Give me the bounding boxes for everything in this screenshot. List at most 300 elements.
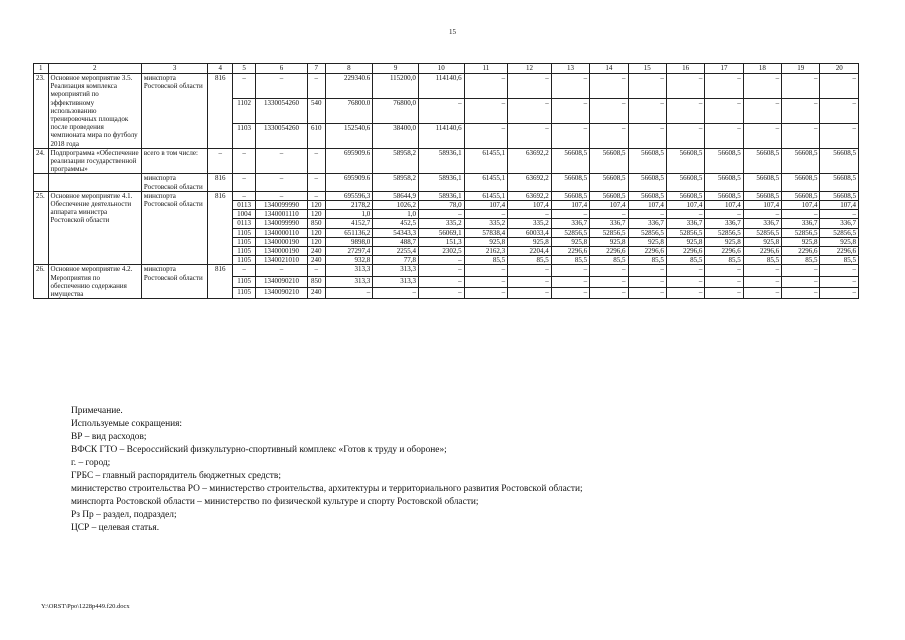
amount-value: –: [551, 210, 589, 219]
amount-value: 56608,5: [743, 191, 781, 200]
amount-value: 52856,5: [628, 228, 666, 237]
row-number: 26.: [34, 265, 49, 299]
amount-value: –: [464, 265, 508, 276]
amount-value: 925,8: [743, 237, 781, 246]
amount-value: 1,0: [325, 210, 373, 219]
grbs-code: 816: [208, 265, 233, 299]
amount-value: –: [590, 276, 628, 287]
amount-value: –: [820, 265, 859, 276]
amount-value: 925,8: [464, 237, 508, 246]
amount-value: –: [743, 98, 781, 123]
amount-value: –: [551, 288, 589, 299]
amount-value: –: [705, 288, 743, 299]
section-code: 0113: [233, 201, 256, 210]
amount-value: 115200,0: [373, 74, 419, 99]
expense-type-code: 120: [307, 228, 325, 237]
amount-value: 52856,5: [743, 228, 781, 237]
amount-value: 2296,6: [743, 247, 781, 256]
amount-value: 336,7: [551, 219, 589, 228]
table-row: [34, 265, 859, 276]
target-article-code: –: [256, 191, 308, 200]
section-code: 1105: [233, 228, 256, 237]
header-row: [34, 64, 859, 74]
amount-value: 335,2: [418, 219, 464, 228]
target-article-code: –: [256, 265, 308, 276]
amount-value: –: [705, 74, 743, 99]
amount-value: 2296,6: [551, 247, 589, 256]
note-line: Используемые сокращения:: [71, 419, 183, 429]
amount-value: 27297,4: [325, 247, 373, 256]
budget-table: [33, 63, 859, 299]
amount-value: 56608,5: [628, 191, 666, 200]
expense-type-code: 120: [307, 237, 325, 246]
section-code: 1105: [233, 256, 256, 265]
amount-value: 38400,0: [373, 123, 419, 148]
column-number-header: 12: [508, 64, 552, 74]
amount-value: 107,4: [508, 201, 552, 210]
amount-value: 63692,2: [508, 174, 552, 191]
amount-value: 56608,5: [628, 148, 666, 174]
amount-value: –: [551, 123, 589, 148]
amount-value: –: [666, 265, 704, 276]
amount-value: 925,8: [820, 237, 859, 246]
column-number-header: 18: [743, 64, 781, 74]
amount-value: 56608,5: [666, 191, 704, 200]
amount-value: 56608,5: [590, 191, 628, 200]
amount-value: 925,8: [705, 237, 743, 246]
amount-value: –: [590, 265, 628, 276]
note-line: минспорта Ростовской области – министерство по физической культуре и спорту Ростовской области;: [71, 497, 479, 507]
expense-type-code: –: [307, 174, 325, 191]
amount-value: 63692,2: [508, 191, 552, 200]
amount-value: 2255,4: [373, 247, 419, 256]
grbs-code: 816: [208, 191, 233, 265]
amount-value: 77,8: [373, 256, 419, 265]
amount-value: 2296,6: [590, 247, 628, 256]
amount-value: –: [782, 210, 820, 219]
amount-value: –: [508, 74, 552, 99]
amount-value: 925,8: [590, 237, 628, 246]
amount-value: –: [705, 265, 743, 276]
column-number-header: 11: [464, 64, 508, 74]
column-number-header: 13: [551, 64, 589, 74]
amount-value: –: [820, 123, 859, 148]
expense-type-code: 850: [307, 219, 325, 228]
program-name: [48, 174, 141, 191]
amount-value: –: [418, 276, 464, 287]
amount-value: 76800,0: [373, 98, 419, 123]
amount-value: 85,5: [590, 256, 628, 265]
expense-type-code: 610: [307, 123, 325, 148]
amount-value: –: [464, 210, 508, 219]
amount-value: –: [666, 210, 704, 219]
amount-value: 925,8: [508, 237, 552, 246]
note-line: министерство строительства РО – министерство строительства, архитектуры и территориального развития Ростовской области;: [71, 484, 583, 494]
amount-value: –: [743, 288, 781, 299]
responsible-executor: минспорта Ростовской области: [141, 191, 207, 265]
amount-value: 336,7: [628, 219, 666, 228]
amount-value: –: [418, 210, 464, 219]
amount-value: 107,4: [590, 201, 628, 210]
note-line: г. – город;: [71, 458, 111, 468]
column-number-header: 4: [208, 64, 233, 74]
amount-value: –: [590, 123, 628, 148]
amount-value: 56608,5: [743, 174, 781, 191]
amount-value: –: [782, 123, 820, 148]
amount-value: 58936,1: [418, 174, 464, 191]
amount-value: 2296,6: [666, 247, 704, 256]
amount-value: –: [820, 74, 859, 99]
note-line: ЦСР – целевая статья.: [71, 523, 160, 533]
amount-value: –: [418, 288, 464, 299]
amount-value: –: [508, 288, 552, 299]
amount-value: 488,7: [373, 237, 419, 246]
amount-value: 78,0: [418, 201, 464, 210]
amount-value: –: [820, 276, 859, 287]
amount-value: 56608,5: [820, 174, 859, 191]
amount-value: 335,2: [508, 219, 552, 228]
section-code: 0113: [233, 219, 256, 228]
note-line: ВР – вид расходов;: [71, 432, 147, 442]
section-code: –: [233, 174, 256, 191]
amount-value: 61455,1: [464, 148, 508, 174]
amount-value: 56608,5: [705, 174, 743, 191]
amount-value: 336,7: [820, 219, 859, 228]
column-number-header: 8: [325, 64, 373, 74]
amount-value: –: [743, 123, 781, 148]
amount-value: –: [705, 98, 743, 123]
column-number-header: 15: [628, 64, 666, 74]
section-code: 1105: [233, 276, 256, 287]
amount-value: –: [464, 276, 508, 287]
section-code: –: [233, 74, 256, 99]
amount-value: –: [743, 276, 781, 287]
column-number-header: 1: [34, 64, 49, 74]
amount-value: 152540,6: [325, 123, 373, 148]
amount-value: 2296,6: [782, 247, 820, 256]
amount-value: –: [666, 123, 704, 148]
amount-value: –: [508, 276, 552, 287]
amount-value: 61455,1: [464, 174, 508, 191]
target-article-code: –: [256, 148, 308, 174]
amount-value: 85,5: [820, 256, 859, 265]
amount-value: –: [628, 210, 666, 219]
page-number: 15: [449, 28, 456, 36]
amount-value: –: [782, 74, 820, 99]
amount-value: –: [705, 123, 743, 148]
responsible-executor: всего в том числе:: [141, 148, 207, 174]
amount-value: 336,7: [666, 219, 704, 228]
amount-value: –: [628, 288, 666, 299]
amount-value: 4152,7: [325, 219, 373, 228]
amount-value: 58936,1: [418, 148, 464, 174]
amount-value: –: [464, 98, 508, 123]
amount-value: 925,8: [628, 237, 666, 246]
amount-value: 2302,5: [418, 247, 464, 256]
section-code: 1105: [233, 247, 256, 256]
target-article-code: 1340099990: [256, 219, 308, 228]
responsible-executor: минспорта Ростовской области: [141, 174, 207, 191]
target-article-code: 1340099990: [256, 201, 308, 210]
notes-section: [71, 405, 583, 535]
amount-value: 925,8: [666, 237, 704, 246]
amount-value: 9898,0: [325, 237, 373, 246]
amount-value: 56608,5: [820, 148, 859, 174]
column-number-header: 10: [418, 64, 464, 74]
amount-value: 313,3: [325, 276, 373, 287]
note-line: Рз Пр – раздел, подраздел;: [71, 510, 177, 520]
amount-value: 452,5: [373, 219, 419, 228]
amount-value: 85,5: [743, 256, 781, 265]
section-code: –: [233, 148, 256, 174]
target-article-code: 1340090210: [256, 276, 308, 287]
amount-value: 2162,3: [464, 247, 508, 256]
target-article-code: 1340090210: [256, 288, 308, 299]
amount-value: –: [628, 98, 666, 123]
target-article-code: 1340000190: [256, 237, 308, 246]
column-number-header: 3: [141, 64, 207, 74]
expense-type-code: –: [307, 265, 325, 276]
amount-value: –: [743, 74, 781, 99]
amount-value: –: [705, 276, 743, 287]
amount-value: –: [782, 265, 820, 276]
amount-value: 336,7: [705, 219, 743, 228]
column-number-header: 16: [666, 64, 704, 74]
amount-value: 85,5: [782, 256, 820, 265]
row-number: [34, 174, 49, 191]
amount-value: 695596,3: [325, 191, 373, 200]
amount-value: 52856,5: [551, 228, 589, 237]
amount-value: –: [628, 276, 666, 287]
program-name: Основное мероприятие 4.1. Обеспечение деятельности аппарата министра Ростовской области: [48, 191, 141, 265]
amount-value: –: [666, 288, 704, 299]
amount-value: 107,4: [782, 201, 820, 210]
target-article-code: 1340000190: [256, 247, 308, 256]
table-row: [34, 74, 859, 99]
note-line: ГРБС – главный распорядитель бюджетных средств;: [71, 471, 281, 481]
expense-type-code: 120: [307, 210, 325, 219]
column-number-header: 20: [820, 64, 859, 74]
amount-value: 651136,2: [325, 228, 373, 237]
amount-value: 107,4: [743, 201, 781, 210]
amount-value: –: [508, 98, 552, 123]
amount-value: –: [820, 288, 859, 299]
amount-value: –: [743, 210, 781, 219]
amount-value: 2178,2: [325, 201, 373, 210]
section-code: 1105: [233, 288, 256, 299]
amount-value: –: [590, 74, 628, 99]
amount-value: 313,3: [325, 265, 373, 276]
amount-value: 76800.0: [325, 98, 373, 123]
amount-value: –: [782, 288, 820, 299]
row-number: 24.: [34, 148, 49, 174]
column-number-header: 2: [48, 64, 141, 74]
amount-value: 58936,1: [418, 191, 464, 200]
amount-value: 2296,6: [820, 247, 859, 256]
amount-value: 336,7: [590, 219, 628, 228]
expense-type-code: 240: [307, 288, 325, 299]
grbs-code: 816: [208, 74, 233, 149]
amount-value: 56608,5: [551, 148, 589, 174]
amount-value: –: [418, 98, 464, 123]
grbs-code: –: [208, 148, 233, 174]
amount-value: –: [464, 74, 508, 99]
amount-value: 56608,5: [666, 174, 704, 191]
amount-value: –: [464, 288, 508, 299]
amount-value: –: [782, 276, 820, 287]
amount-value: 56608,5: [820, 191, 859, 200]
column-number-header: 6: [256, 64, 308, 74]
expense-type-code: 540: [307, 98, 325, 123]
amount-value: 56608,5: [666, 148, 704, 174]
note-line: ВФСК ГТО – Всероссийский физкультурно-спортивный комплекс «Готов к труду и обороне»;: [71, 445, 447, 455]
amount-value: –: [628, 123, 666, 148]
target-article-code: 1330054260: [256, 98, 308, 123]
amount-value: 56608,5: [551, 191, 589, 200]
amount-value: 61455,1: [464, 191, 508, 200]
amount-value: –: [820, 210, 859, 219]
amount-value: 932,8: [325, 256, 373, 265]
column-number-header: 17: [705, 64, 743, 74]
amount-value: –: [628, 265, 666, 276]
section-code: 1103: [233, 123, 256, 148]
amount-value: –: [743, 265, 781, 276]
amount-value: 107,4: [628, 201, 666, 210]
amount-value: 85,5: [705, 256, 743, 265]
amount-value: 107,4: [551, 201, 589, 210]
amount-value: 56608,5: [551, 174, 589, 191]
section-code: 1105: [233, 237, 256, 246]
column-number-header: 19: [782, 64, 820, 74]
amount-value: 925,8: [551, 237, 589, 246]
amount-value: 58958,2: [373, 174, 419, 191]
amount-value: –: [590, 288, 628, 299]
amount-value: –: [325, 288, 373, 299]
expense-type-code: 240: [307, 256, 325, 265]
amount-value: 63692,2: [508, 148, 552, 174]
amount-value: –: [705, 210, 743, 219]
amount-value: 85,5: [666, 256, 704, 265]
amount-value: 56069,1: [418, 228, 464, 237]
amount-value: –: [782, 98, 820, 123]
amount-value: 58958,2: [373, 148, 419, 174]
amount-value: –: [551, 74, 589, 99]
target-article-code: 1340001110: [256, 210, 308, 219]
program-name: Подпрограмма «Обеспечение реализации государственной программы»: [48, 148, 141, 174]
amount-value: 56608,5: [782, 191, 820, 200]
amount-value: 151,3: [418, 237, 464, 246]
amount-value: 107,4: [820, 201, 859, 210]
amount-value: –: [666, 98, 704, 123]
amount-value: 229340.6: [325, 74, 373, 99]
amount-value: 58644,9: [373, 191, 419, 200]
amount-value: 313,3: [373, 265, 419, 276]
table-body: [34, 64, 859, 299]
expense-type-code: –: [307, 74, 325, 99]
amount-value: 313,3: [373, 276, 419, 287]
amount-value: –: [373, 288, 419, 299]
amount-value: –: [551, 276, 589, 287]
target-article-code: 1330054260: [256, 123, 308, 148]
amount-value: –: [820, 98, 859, 123]
amount-value: 56608,5: [590, 148, 628, 174]
target-article-code: 1340021010: [256, 256, 308, 265]
amount-value: 114140,6: [418, 123, 464, 148]
column-number-header: 5: [233, 64, 256, 74]
amount-value: 1026,2: [373, 201, 419, 210]
amount-value: 56608,5: [628, 174, 666, 191]
table-row: [34, 174, 859, 191]
section-code: 1004: [233, 210, 256, 219]
expense-type-code: 120: [307, 201, 325, 210]
amount-value: 336,7: [743, 219, 781, 228]
amount-value: 2296,6: [705, 247, 743, 256]
amount-value: 52856,5: [705, 228, 743, 237]
expense-type-code: –: [307, 191, 325, 200]
amount-value: 56608,5: [590, 174, 628, 191]
expense-type-code: 850: [307, 276, 325, 287]
expense-type-code: –: [307, 148, 325, 174]
responsible-executor: минспорта Ростовской области: [141, 74, 207, 149]
amount-value: 57838,4: [464, 228, 508, 237]
note-line: Примечание.: [71, 406, 123, 416]
amount-value: –: [551, 265, 589, 276]
amount-value: –: [508, 265, 552, 276]
column-number-header: 14: [590, 64, 628, 74]
amount-value: –: [590, 98, 628, 123]
amount-value: 56608,5: [782, 148, 820, 174]
amount-value: –: [666, 276, 704, 287]
amount-value: –: [418, 265, 464, 276]
amount-value: –: [666, 74, 704, 99]
amount-value: 52856,5: [666, 228, 704, 237]
row-number: 23.: [34, 74, 49, 149]
amount-value: 52856,5: [820, 228, 859, 237]
responsible-executor: минспорта Ростовской области: [141, 265, 207, 299]
amount-value: 85,5: [464, 256, 508, 265]
amount-value: 114140,6: [418, 74, 464, 99]
amount-value: 56608,5: [743, 148, 781, 174]
amount-value: –: [590, 210, 628, 219]
target-article-code: –: [256, 74, 308, 99]
table-row: [34, 191, 859, 200]
section-code: –: [233, 191, 256, 200]
amount-value: 925,8: [782, 237, 820, 246]
amount-value: –: [628, 74, 666, 99]
amount-value: 335,2: [464, 219, 508, 228]
table-row: [34, 148, 859, 174]
grbs-code: 816: [208, 174, 233, 191]
column-number-header: 7: [307, 64, 325, 74]
amount-value: 1,0: [373, 210, 419, 219]
amount-value: 52856,5: [590, 228, 628, 237]
amount-value: –: [508, 123, 552, 148]
footer-file-path: Y:\ORST\Ppo\1228p449.f20.docx: [41, 603, 130, 610]
section-code: 1102: [233, 98, 256, 123]
amount-value: 85,5: [628, 256, 666, 265]
amount-value: 107,4: [666, 201, 704, 210]
amount-value: 2296,6: [628, 247, 666, 256]
row-number: 25.: [34, 191, 49, 265]
expense-type-code: 240: [307, 247, 325, 256]
amount-value: –: [551, 98, 589, 123]
amount-value: 54343,3: [373, 228, 419, 237]
target-article-code: 1340000110: [256, 228, 308, 237]
amount-value: 56608,5: [705, 191, 743, 200]
amount-value: –: [464, 123, 508, 148]
target-article-code: –: [256, 174, 308, 191]
amount-value: –: [418, 256, 464, 265]
